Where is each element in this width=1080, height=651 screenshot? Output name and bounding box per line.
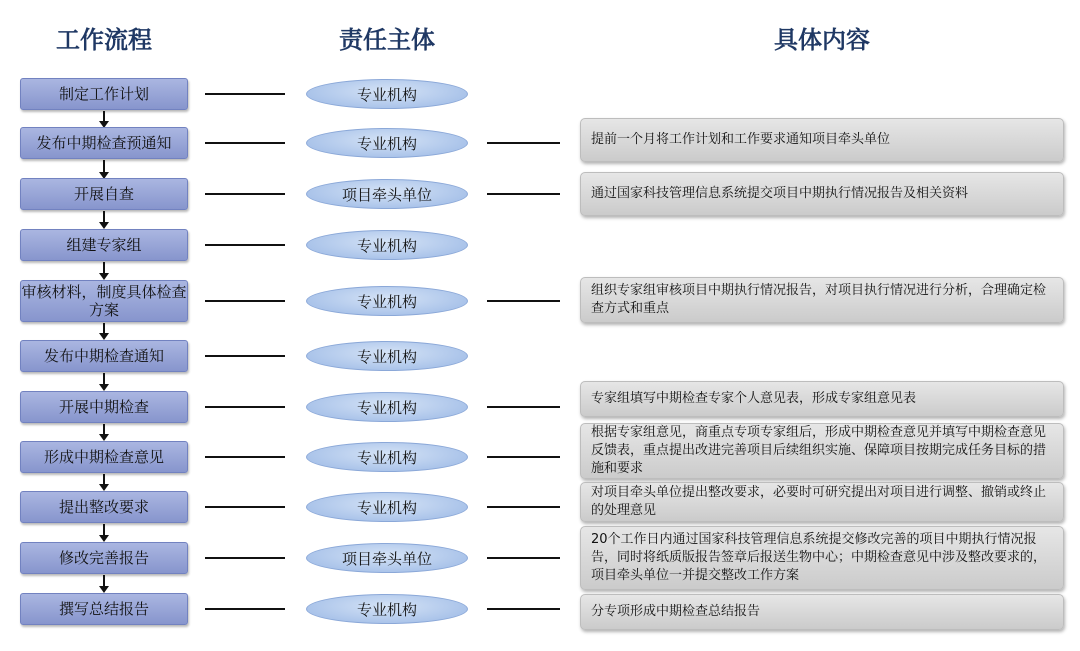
step-box: 组建专家组 bbox=[20, 229, 188, 261]
connector-line bbox=[205, 300, 285, 302]
step-box: 开展自查 bbox=[20, 178, 188, 210]
responsible-ellipse: 专业机构 bbox=[306, 594, 468, 624]
responsible-ellipse: 专业机构 bbox=[306, 128, 468, 158]
responsible-ellipse: 专业机构 bbox=[306, 79, 468, 109]
responsible-ellipse: 项目牵头单位 bbox=[306, 179, 468, 209]
connector-line bbox=[487, 506, 560, 508]
flow-arrow bbox=[103, 160, 105, 173]
flow-arrow bbox=[103, 323, 105, 334]
connector-line bbox=[205, 406, 285, 408]
step-box: 发布中期检查预通知 bbox=[20, 127, 188, 159]
responsible-ellipse: 专业机构 bbox=[306, 392, 468, 422]
connector-line bbox=[205, 608, 285, 610]
connector-line bbox=[205, 557, 285, 559]
connector-line bbox=[487, 193, 560, 195]
content-box: 分专项形成中期检查总结报告 bbox=[580, 594, 1064, 630]
flow-arrow bbox=[103, 373, 105, 385]
connector-line bbox=[487, 557, 560, 559]
content-box: 对项目牵头单位提出整改要求，必要时可研究提出对项目进行调整、撤销或终止的处理意见 bbox=[580, 482, 1064, 522]
flow-arrow bbox=[103, 262, 105, 274]
responsible-ellipse: 专业机构 bbox=[306, 492, 468, 522]
content-box: 20个工作日内通过国家科技管理信息系统提交修改完善的项目中期执行情况报告，同时将纸质版报告签章后报送生物中心；中期检查意见中涉及整改要求的，项目牵头单位一并提交整改工作方案 bbox=[580, 526, 1064, 590]
content-box: 专家组填写中期检查专家个人意见表，形成专家组意见表 bbox=[580, 381, 1064, 417]
header-responsible: 责任主体 bbox=[339, 26, 435, 54]
header-content: 具体内容 bbox=[774, 26, 870, 54]
step-box: 撰写总结报告 bbox=[20, 593, 188, 625]
flow-arrow bbox=[103, 424, 105, 435]
step-box: 形成中期检查意见 bbox=[20, 441, 188, 473]
flow-arrow bbox=[103, 575, 105, 587]
connector-line bbox=[487, 406, 560, 408]
flow-arrow bbox=[103, 111, 105, 122]
flow-arrow bbox=[103, 524, 105, 536]
content-box: 通过国家科技管理信息系统提交项目中期执行情况报告及相关资料 bbox=[580, 172, 1064, 216]
step-box: 发布中期检查通知 bbox=[20, 340, 188, 372]
connector-line bbox=[487, 456, 560, 458]
step-box: 开展中期检查 bbox=[20, 391, 188, 423]
connector-line bbox=[487, 300, 560, 302]
header-flow: 工作流程 bbox=[56, 26, 152, 54]
flow-arrow bbox=[103, 474, 105, 485]
responsible-ellipse: 专业机构 bbox=[306, 286, 468, 316]
connector-line bbox=[205, 193, 285, 195]
content-box: 提前一个月将工作计划和工作要求通知项目牵头单位 bbox=[580, 118, 1064, 162]
step-box: 制定工作计划 bbox=[20, 78, 188, 110]
connector-line bbox=[487, 608, 560, 610]
connector-line bbox=[205, 142, 285, 144]
responsible-ellipse: 项目牵头单位 bbox=[306, 543, 468, 573]
connector-line bbox=[205, 506, 285, 508]
step-box: 提出整改要求 bbox=[20, 491, 188, 523]
content-box: 组织专家组审核项目中期执行情况报告，对项目执行情况进行分析，合理确定检查方式和重点 bbox=[580, 277, 1064, 323]
responsible-ellipse: 专业机构 bbox=[306, 230, 468, 260]
flow-arrow bbox=[103, 211, 105, 223]
responsible-ellipse: 专业机构 bbox=[306, 442, 468, 472]
step-box: 修改完善报告 bbox=[20, 542, 188, 574]
connector-line bbox=[205, 93, 285, 95]
connector-line bbox=[205, 355, 285, 357]
content-box: 根据专家组意见，商重点专项专家组后，形成中期检查意见并填写中期检查意见反馈表，重点提出改进完善项目后续组织实施、保障项目按期完成任务目标的措施和要求 bbox=[580, 423, 1064, 479]
step-box: 审核材料，制度具体检查方案 bbox=[20, 280, 188, 322]
connector-line bbox=[205, 244, 285, 246]
responsible-ellipse: 专业机构 bbox=[306, 341, 468, 371]
connector-line bbox=[205, 456, 285, 458]
connector-line bbox=[487, 142, 560, 144]
